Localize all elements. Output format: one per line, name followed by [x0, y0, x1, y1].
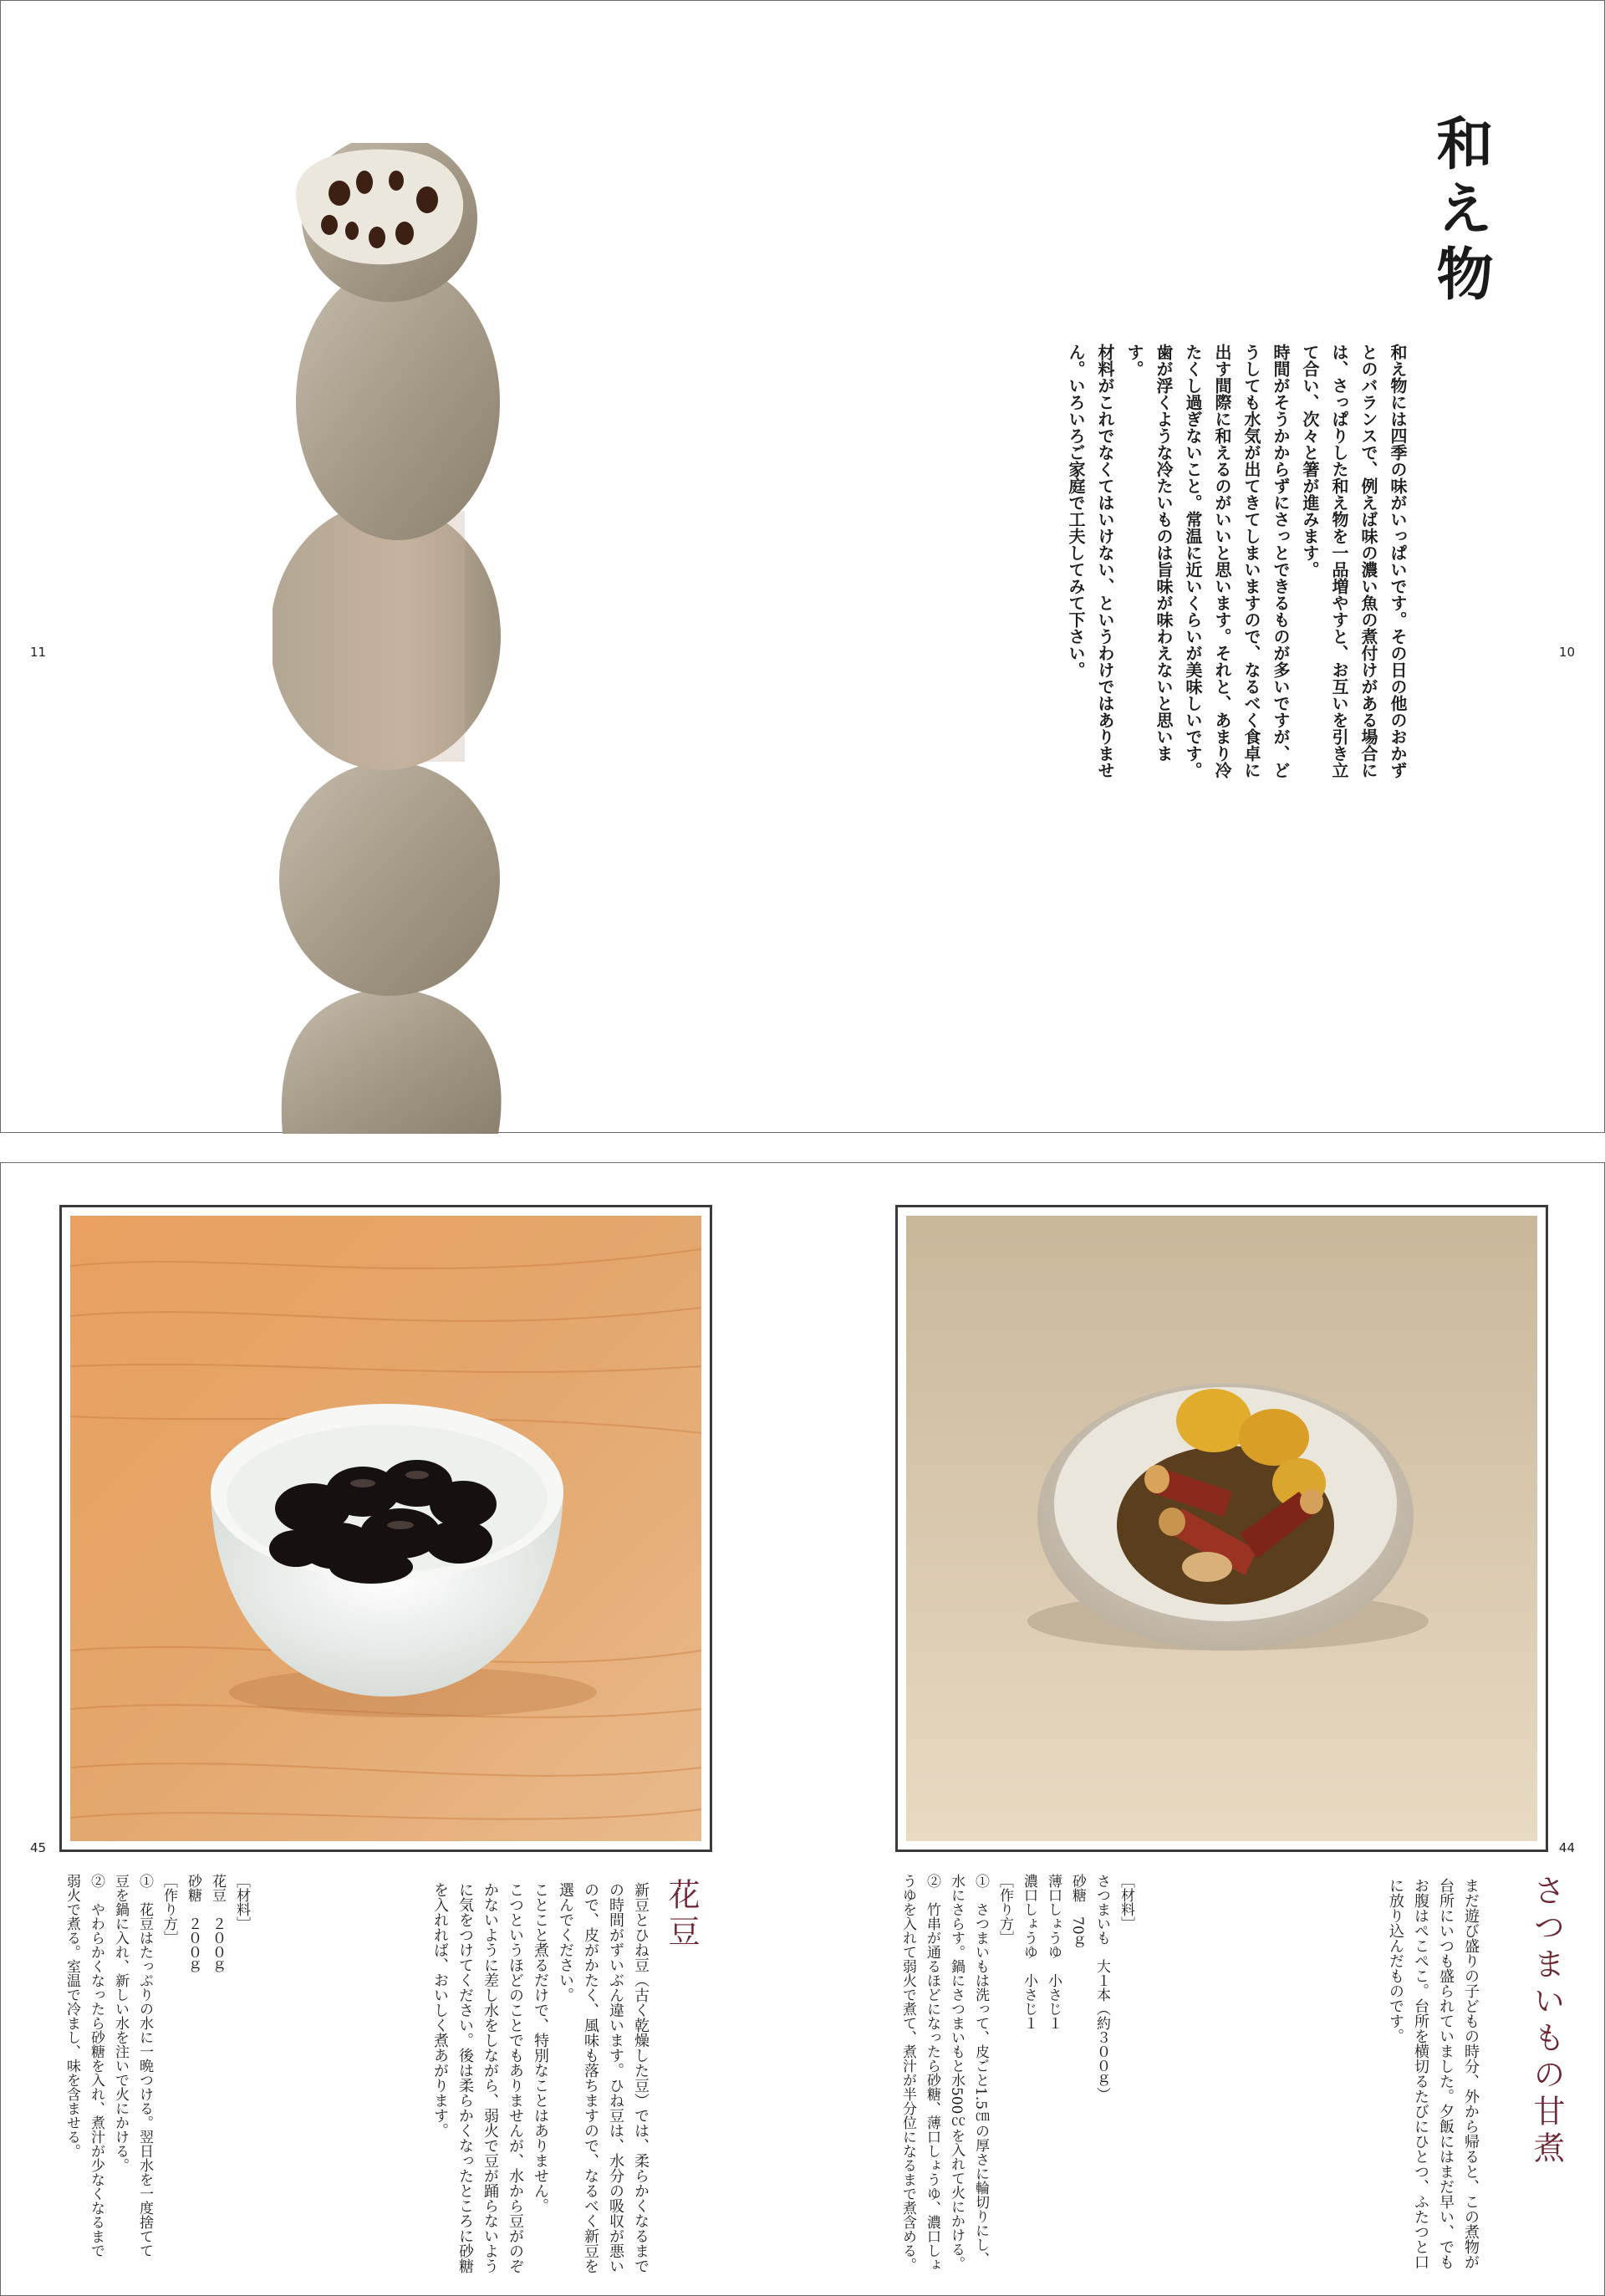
materials-label: ［材料］: [1118, 1874, 1134, 1931]
page-number-right: 44: [1558, 1840, 1575, 1855]
intro-paragraph: 和え物には四季の味がいっぱいです。その日の他のおかずとのバランスで、例えば味の濃い魚の煮付けがある場合には、さっぱりした和え物を一品増やすと、お互いを引き立て合い、次々と箸が進みます。: [1300, 344, 1408, 778]
materials-label: ［材料］: [233, 1874, 250, 1931]
ingredient: 砂糖 70ｇ: [1069, 1874, 1086, 1949]
method-step: ① 花豆はたっぷりの水に一晩つける。翌日水を一度捨てて豆を鍋に入れ、新しい水を注いで火にかける。: [112, 1874, 153, 2258]
top-spread: [0, 0, 1605, 1133]
ingredient: 薄口しょうゆ 小さじ１: [1045, 1874, 1062, 2030]
method-label: ［作り方］: [160, 1874, 177, 1945]
method-step: ② やわらかくなったら砂糖を入れ、煮汁が少なくなるまで弱火で煮る。室温で冷まし、味を含ませる。: [64, 1874, 104, 2258]
description-paragraph: 新豆とひね豆（古く乾燥した豆）では、柔らかくなるまでの時間がずいぶん違います。ひね豆は、水分の吸収が悪いので、皮がかたく、風味も落ちますので、なるべく新豆を選んでください。: [557, 1882, 650, 2273]
ingredient: さつまいも 大１本（約３００ｇ）: [1093, 1874, 1110, 2101]
satsumaimo-photo: [906, 1216, 1537, 1841]
ingredient: 花豆 ２００ｇ: [209, 1874, 226, 1973]
intro-paragraph: 材料がこれでなくてはいけない、というわけではありません。いろいろご家庭で工夫してみて下さい。: [1066, 344, 1115, 778]
description-paragraph: こつというほどのことでもありませんが、水から豆がのぞかないように差し水をしながら、弱火で豆が踊らないように気をつけてください。後は柔らかくなったところに砂糖を入れれば、おいしく煮あがります。: [431, 1882, 524, 2273]
hanamame-photo: [70, 1216, 701, 1841]
hanamame-photo-frame: [59, 1205, 712, 1852]
method-step: ② 竹串が通るほどになったら砂糖、薄口しょうゆ、濃口しょうゆを入れて弱火で煮て、煮汁が半分位になるまで煮含める。: [899, 1874, 940, 2272]
hanamame-ingredients: [59, 1874, 253, 2267]
intro-text: [1061, 344, 1412, 778]
lotus-stack-illustration: [273, 143, 511, 1134]
page-number-left: 45: [30, 1840, 47, 1855]
satsumaimo-photo-frame: [895, 1205, 1548, 1852]
hanamame-description: [431, 1882, 653, 2275]
ingredient: 濃口しょうゆ 小さじ１: [1021, 1874, 1037, 2030]
description-paragraph: ことこと煮るだけで、特別なことはありません。: [532, 1882, 549, 2213]
ingredient: 砂糖 ２００ｇ: [185, 1874, 201, 1973]
satsumaimo-description: [1383, 1878, 1483, 2279]
satsumaimo-ingredients: [895, 1874, 1138, 2275]
page-title: 和え物: [1427, 114, 1494, 309]
hanamame-title: 花豆: [663, 1878, 700, 1952]
method-label: ［作り方］: [996, 1874, 1013, 1945]
satsumaimo-title: さつまいもの甘煮: [1528, 1874, 1565, 2168]
page-number-right: 10: [1558, 645, 1575, 660]
description-paragraph: まだ遊び盛りの子どもの時分、外から帰ると、この煮物が台所にいつも盛られていました。夕飯にはまだ早い、でもお腹はぺこぺこ。台所を横切るたびにひとつ、ふたつと口に放り込んだものです。: [1387, 1878, 1480, 2269]
method-step: ① さつまいもは洗って、皮ごと1.5㎝の厚さに輪切りにし、水にさらす。鍋にさつまいもと水500㏄を入れて火にかける。: [948, 1874, 989, 2271]
intro-paragraph: 時間がそうかからずにさっとできるものが多いですが、どうしても水気が出てきてしまいますので、なるべく食卓に出す間際に和えるのがいいと思います。それと、あまり冷たくし過ぎないこと。常温に近いくらいが美味しいです。歯が浮くような冷たいものは旨味が味わえないと思います。: [1124, 344, 1291, 778]
bottom-spread: [0, 1162, 1605, 2296]
page-number-left: 11: [30, 645, 47, 660]
